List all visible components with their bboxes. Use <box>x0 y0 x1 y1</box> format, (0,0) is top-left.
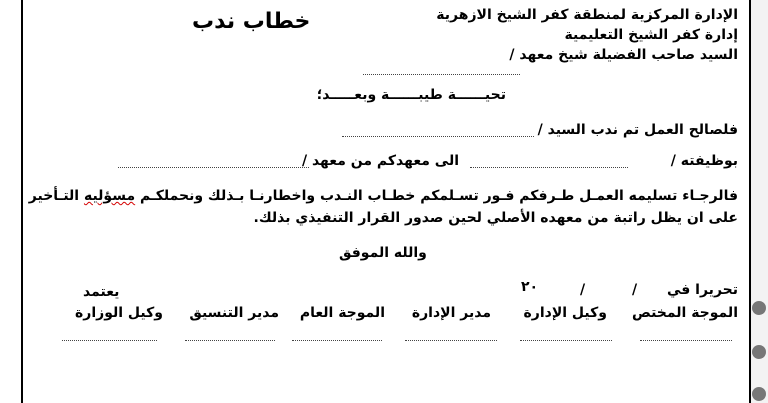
date-separator-1: / <box>632 282 638 298</box>
page-title: خطاب ندب <box>192 9 311 34</box>
header-central-administration: الإدارة المركزية لمنطقة كفر الشيخ الازهرية <box>436 7 738 23</box>
signature-admin-director: مدير الإدارة <box>411 305 491 321</box>
job-label: بوظيفته / <box>670 153 738 169</box>
header-local-administration: إدارة كفر الشيخ التعليمية <box>564 27 738 43</box>
date-label: تحريرا في <box>666 282 738 298</box>
date-year-prefix: ٢٠ <box>521 279 539 295</box>
page-border-left <box>21 0 23 403</box>
instruction-text-end: التـأخير <box>28 188 80 204</box>
institute-blank <box>118 167 309 168</box>
approval-label: يعتمد <box>83 284 120 300</box>
misspelled-word: مسؤليه <box>83 188 136 204</box>
scroll-handle-top[interactable] <box>752 301 766 315</box>
signature-blank <box>520 340 612 341</box>
from-institute-label: الى معهدكم من معهد / <box>301 153 459 169</box>
signature-coordination-director: مدير التنسيق <box>189 305 279 321</box>
signature-blank <box>62 340 157 341</box>
nominee-name-blank <box>342 136 534 137</box>
signature-deputy-admin: وكيل الإدارة <box>523 305 607 321</box>
instruction-paragraph-line2: على ان يظل راتبة من معهده الأصلي لحين صدور القرار التنفيذي بذلك. <box>253 210 738 226</box>
header-addressee: السيد صاحب الفضيلة شيخ معهد / <box>509 47 738 63</box>
signature-blank <box>640 340 732 341</box>
signature-blank <box>405 340 497 341</box>
mandate-line: فلصالح العمل تم ندب السيد / <box>537 122 738 138</box>
signature-specialist-supervisor: الموجة المختص <box>631 305 738 321</box>
job-blank <box>470 167 628 168</box>
date-separator-2: / <box>580 282 586 298</box>
signature-deputy-minister: وكيل الوزارة <box>75 305 163 321</box>
window-edge <box>751 0 768 403</box>
scroll-handle-middle[interactable] <box>752 345 766 359</box>
closing-phrase: والله الموفق <box>339 245 427 261</box>
signature-general-supervisor: الموجة العام <box>299 305 385 321</box>
greeting: تحيــــــة طيبــــــة وبعـــــد؛ <box>316 87 506 103</box>
signature-blank <box>292 340 382 341</box>
scroll-handle-bottom[interactable] <box>752 387 766 401</box>
instruction-paragraph-line1 <box>29 187 738 205</box>
instruction-text: فالرجـاء تسليمه العمـل طـرفكم فـور تسـلمكم خطـاب النـدب واخطارنـا بـذلك ونحملكـم <box>140 188 738 204</box>
addressee-blank <box>363 74 520 75</box>
signature-blank <box>185 340 275 341</box>
